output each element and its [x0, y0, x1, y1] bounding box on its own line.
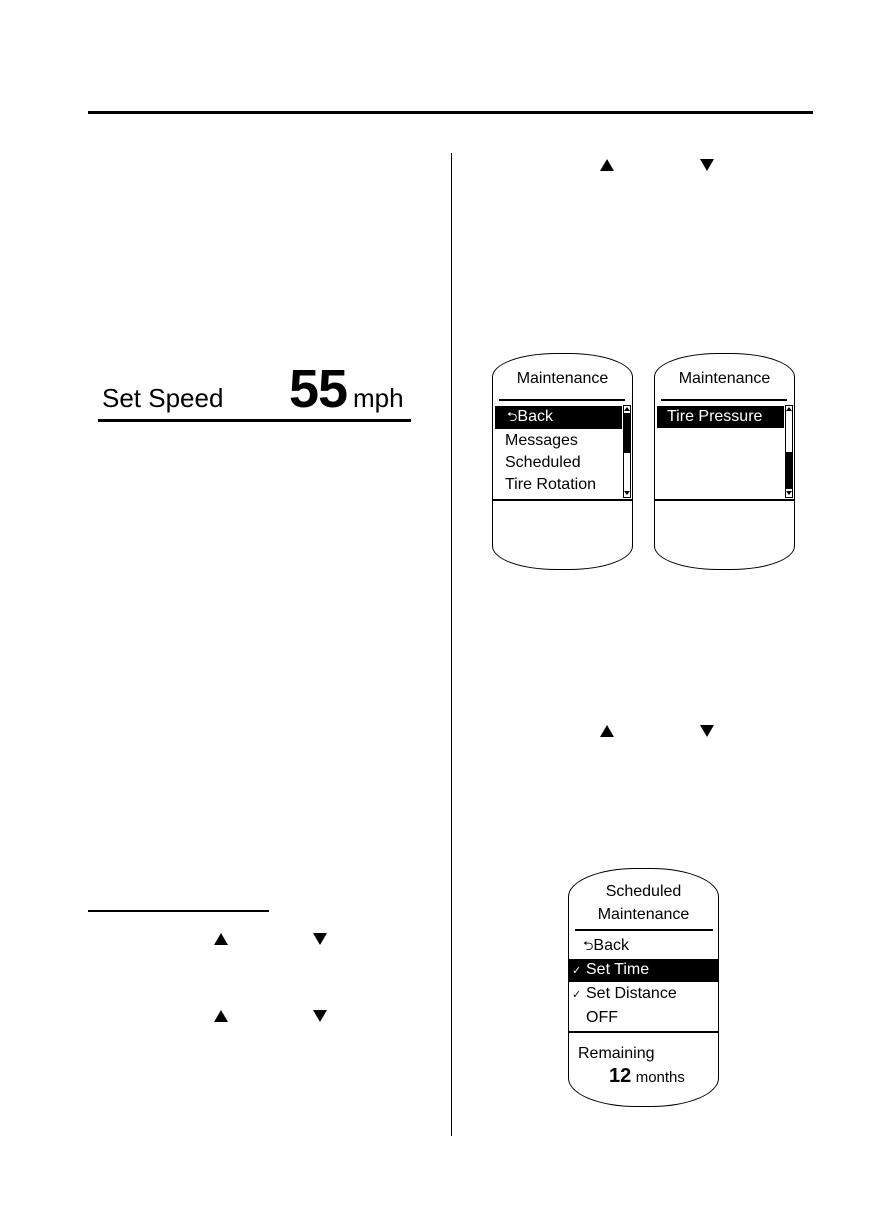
- set-speed-unit: mph: [353, 383, 404, 413]
- menu-item-messages[interactable]: Messages: [505, 432, 578, 449]
- screen-title-line2: Maintenance: [597, 906, 690, 923]
- maintenance-screen-2: [654, 353, 795, 570]
- scroll-down-icon: [624, 491, 630, 495]
- menu-item-set-time[interactable]: ✓ Set Time: [569, 959, 719, 982]
- menu-item-tire-pressure[interactable]: Tire Pressure: [657, 406, 784, 428]
- scrollbar[interactable]: [785, 405, 793, 498]
- set-speed-value: 55: [289, 359, 348, 419]
- up-triangle-icon: [214, 1010, 228, 1022]
- up-triangle-icon: [214, 933, 228, 945]
- column-divider: [451, 153, 452, 1136]
- section-heading-rule: [88, 910, 269, 912]
- scroll-up-icon: [786, 407, 792, 411]
- screen-title: Maintenance: [678, 370, 771, 387]
- scroll-down-icon: [786, 491, 792, 495]
- scrollbar[interactable]: [623, 405, 631, 498]
- title-underline: [499, 399, 625, 401]
- down-triangle-icon: [700, 159, 714, 171]
- menu-item-back[interactable]: ⮌Back: [583, 935, 629, 958]
- page-header-rule: [88, 111, 813, 114]
- menu-item-set-distance[interactable]: ✓ Set Distance: [572, 983, 677, 1006]
- menu-item-tire-rotation[interactable]: Tire Rotation: [505, 476, 596, 493]
- maintenance-screen-1: [492, 353, 633, 570]
- remaining-value: 12: [609, 1065, 632, 1087]
- scroll-up-icon: [624, 407, 630, 411]
- up-triangle-icon: [600, 159, 614, 171]
- menu-item-off[interactable]: OFF: [586, 1009, 618, 1026]
- check-icon: ✓: [572, 964, 582, 977]
- check-icon: ✓: [572, 988, 582, 1001]
- set-speed-label: Set Speed: [102, 383, 224, 413]
- title-underline: [575, 929, 713, 931]
- set-speed-underline: [98, 419, 411, 422]
- screen-title-line1: Scheduled: [605, 883, 682, 900]
- remaining-unit: months: [635, 1069, 685, 1086]
- screen-divider: [655, 499, 794, 501]
- screen-divider: [493, 499, 632, 501]
- remaining-value-row: [609, 1065, 685, 1089]
- menu-item-back[interactable]: ⮌Back: [495, 406, 622, 429]
- down-triangle-icon: [313, 1010, 327, 1022]
- up-triangle-icon: [600, 725, 614, 737]
- scroll-thumb[interactable]: [624, 413, 630, 453]
- down-triangle-icon: [313, 933, 327, 945]
- screen-title: Maintenance: [516, 370, 609, 387]
- title-underline: [661, 399, 787, 401]
- menu-item-scheduled[interactable]: Scheduled: [505, 454, 581, 471]
- screen-divider: [569, 1031, 718, 1033]
- remaining-label: Remaining: [578, 1045, 655, 1062]
- back-arrow-icon: ⮌: [507, 410, 518, 425]
- back-arrow-icon: ⮌: [583, 939, 594, 954]
- scroll-thumb[interactable]: [786, 452, 792, 489]
- scheduled-maintenance-screen: [568, 868, 719, 1107]
- down-triangle-icon: [700, 725, 714, 737]
